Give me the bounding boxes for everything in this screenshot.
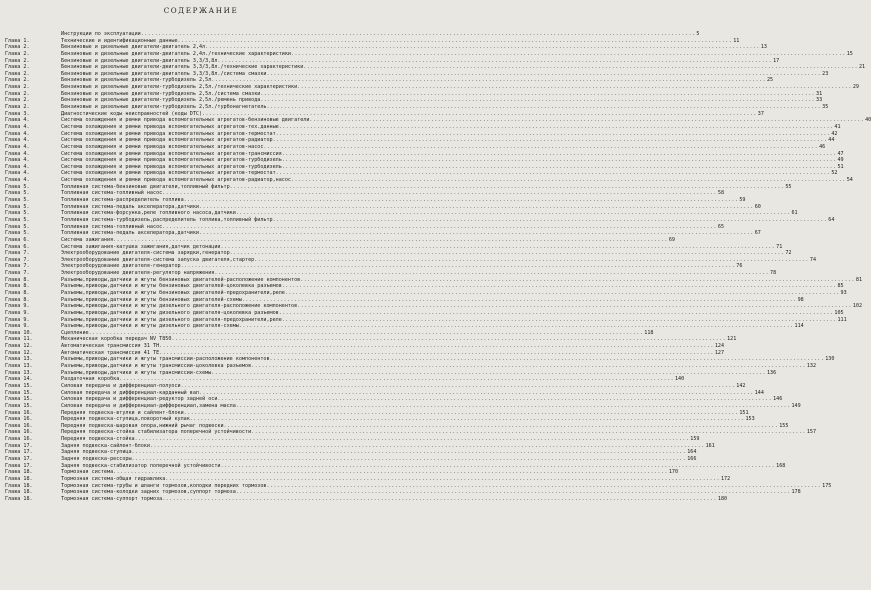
toc-entry <box>5 57 780 65</box>
toc-entry <box>5 316 847 324</box>
toc-chapter-number: Глава 5. <box>5 230 30 237</box>
toc-chapter-number: Глава 18. <box>5 489 33 496</box>
toc-entry-title: Тормозная система-суппорт тормоза <box>61 495 163 502</box>
toc-entry <box>5 475 731 483</box>
toc-page-number: 121 <box>727 336 737 343</box>
toc-entry <box>5 349 725 357</box>
toc-chapter-number: Глава 15. <box>5 402 33 409</box>
toc-page-number: 49 <box>837 157 844 164</box>
toc-page-number: 172 <box>720 475 731 482</box>
toc-chapter-number: Глава 9. <box>5 309 30 316</box>
toc-entry <box>5 376 685 383</box>
toc-chapter-number: Глава 17. <box>5 442 33 449</box>
toc-entry <box>5 190 725 197</box>
toc-entry-title: Бензиновые и дизельные двигатели-турбодизель 2,5л./турбонагнетатель <box>61 104 267 111</box>
toc-entry <box>5 203 761 211</box>
toc-dot-leader <box>162 496 717 503</box>
toc-entry-title: Система охлаждения и ремни привода вспомогательных агрегатов-трансмиссия <box>61 150 282 157</box>
toc-entry-title: Передняя подвеска-стойка <box>61 436 135 443</box>
toc-chapter-number: Глава 15. <box>5 396 33 403</box>
toc-entry-title: Система охлаждения и ремни привода вспомогательных агрегатов-термостат <box>61 170 276 177</box>
toc-entry-title: Разъемы,приводы,датчики и жгуты дизельного двигателя-схемы <box>61 323 239 330</box>
toc-entry-title: Система зажигания <box>61 236 114 243</box>
toc-page-number: 5 <box>696 31 700 37</box>
toc-page-number: 33 <box>816 97 823 104</box>
toc-entry <box>5 462 786 470</box>
toc-entry-title: Передняя подвеска-ступица,поворотный кулак <box>61 416 190 423</box>
toc-entry <box>5 230 761 237</box>
toc-entry-title: Разъемы,приводы,датчики и жгуты бензиновых двигателей-цоколевка разъемов <box>61 283 282 290</box>
toc-chapter-number: Глава 16. <box>5 422 33 429</box>
toc-entry <box>5 389 764 397</box>
toc-page-number: 132 <box>806 363 817 370</box>
toc-entry-title: Система охлаждения и ремни привода вспомогательных агрегатов-бензиновые двигатели <box>61 117 310 124</box>
toc-entry-title: Задняя подвеска-сайлент-блоки <box>61 442 150 449</box>
toc-page-number: 69 <box>668 236 675 243</box>
toc-entry-title: Электрооборудование двигателя-система зарядки,генератор <box>61 250 230 257</box>
toc-chapter-number: Глава 8. <box>5 296 30 303</box>
toc-chapter-number: Глава 13. <box>5 369 33 376</box>
toc-entry <box>5 236 675 244</box>
toc-chapter-number: Глава 6. <box>5 236 30 243</box>
toc-chapter-number: Глава 16. <box>5 436 33 443</box>
toc-page-number: 149 <box>791 402 801 409</box>
toc-page-number: 64 <box>828 216 835 223</box>
toc-chapter-number: Глава 2. <box>5 44 30 51</box>
toc-entry-title: Задняя подвеска-ступица <box>61 449 132 456</box>
toc-entry <box>5 495 728 503</box>
toc-entry-title: Разъемы,приводы,датчики и жгуты дизельного двигателя-предохранители,реле <box>61 316 282 323</box>
toc-entry <box>5 64 866 71</box>
toc-page-number: 114 <box>794 323 804 330</box>
toc-entry-title: Топливная система-бензиновые двигатели,топливный фильтр <box>61 183 230 190</box>
toc-entry <box>5 489 801 496</box>
toc-entry <box>5 137 835 144</box>
toc-entry-title: Система охлаждения и ремни привода вспомогательных агрегатов-насос <box>61 143 264 150</box>
toc-page-number: 51 <box>837 163 844 170</box>
toc-entry <box>5 402 801 410</box>
toc-chapter-number: Глава 2. <box>5 77 30 84</box>
toc-chapter-number: Глава 17. <box>5 449 33 456</box>
toc-chapter-number: Глава 2. <box>5 70 30 77</box>
toc-chapter-number: Глава 2. <box>5 104 30 111</box>
toc-page-number: 98 <box>797 296 804 303</box>
toc-entry-title: Диагностические коды неисправностей (коды DTC) <box>61 110 203 117</box>
toc-entry <box>5 50 853 58</box>
toc-entry-title: Бензиновые и дизельные двигатели-турбодизель 2,5л <box>61 77 212 84</box>
toc-page-number: 29 <box>852 84 859 91</box>
toc-page-number: 153 <box>745 416 755 423</box>
toc-entry-title: Бензиновые и дизельные двигатели-двигатель 3,3/3,8л./технические характеристики <box>61 64 304 71</box>
toc-chapter-number: Глава 8. <box>5 276 30 283</box>
toc-entry-title: Разъемы,приводы,датчики и жгуты бензиновых двигателей-схемы <box>61 296 242 303</box>
toc-chapter-number: Глава 4. <box>5 137 30 144</box>
toc-chapter-number: Глава 2. <box>5 64 30 71</box>
toc-chapter-number: Глава 18. <box>5 469 33 476</box>
toc-entry <box>5 436 700 443</box>
toc-entry-title: Разъемы,приводы,датчики и жгуты трансмиссии-цоколевка разъемов <box>61 363 252 370</box>
toc-entry <box>5 309 844 317</box>
toc-entry <box>5 409 749 417</box>
toc-entry <box>5 210 798 217</box>
toc-entry <box>5 157 844 164</box>
toc-chapter-number: Глава 5. <box>5 183 30 190</box>
toc-entry <box>5 442 715 450</box>
toc-chapter-number: Глава 15. <box>5 382 33 389</box>
toc-page-number: 127 <box>714 349 725 356</box>
toc-entry-title: Топливная система-форсунка,реле топливного насоса,датчики <box>61 210 236 217</box>
toc-page-number: 74 <box>809 256 817 263</box>
toc-entry <box>5 456 697 463</box>
toc-entry-title: Тормозная система-трубы и шланги тормозов,колодки передних тормозов <box>61 482 267 489</box>
toc-chapter-number: Глава 9. <box>5 323 30 330</box>
toc-entry-title: Топливная система-топливный насос <box>61 190 163 197</box>
toc-page-number: 71 <box>776 243 783 250</box>
toc-chapter-number: Глава 13. <box>5 356 33 363</box>
toc-page-number: 21 <box>858 64 866 71</box>
toc-entry <box>5 382 746 390</box>
toc-page-number: 170 <box>668 469 679 476</box>
toc-chapter-number: Глава 2. <box>5 84 30 91</box>
toc-chapter-number: Глава 5. <box>5 210 30 217</box>
toc-page-number: 161 <box>705 442 715 449</box>
toc-entry-title: Система охлаждения и ремни привода вспомогательных агрегатов-турбодизель <box>61 157 282 164</box>
toc-page-number: 168 <box>776 462 786 469</box>
toc-page-number: 76 <box>736 263 743 270</box>
toc-entry-title: Тормозная система <box>61 469 114 476</box>
toc-chapter-number: Глава 5. <box>5 203 30 210</box>
toc-entry-title: Передняя подвеска-стойка стабилизатора поперечной устойчивости <box>61 429 252 436</box>
toc-entry-title: Разъемы,приводы,датчики и жгуты дизельного двигателя-расположение компонентов <box>61 303 298 310</box>
toc-entry-title: Тормозная система-колодки задних тормозов,суппорт тормоза <box>61 489 236 496</box>
toc-page-number: 81 <box>855 276 863 283</box>
toc-page-number: 25 <box>766 77 774 84</box>
toc-chapter-number: Глава 7. <box>5 250 30 257</box>
toc-entry-title: Разъемы,приводы,датчики и жгуты трансмиссии-расположение компонентов <box>61 356 270 363</box>
toc-entry-title: Бензиновые и дизельные двигатели-турбодизель 2,5л./ремень привода <box>61 97 261 104</box>
toc-page-number: 23 <box>822 70 829 77</box>
toc-entry <box>5 303 863 310</box>
toc-entry-title: Электрооборудование двигателя-система запуска двигателя,стартер <box>61 256 255 263</box>
toc-chapter-number: Глава 5. <box>5 223 30 230</box>
toc-chapter-number: Глава 12. <box>5 349 33 356</box>
toc-entry <box>5 270 777 277</box>
toc-chapter-number: Глава 4. <box>5 143 30 150</box>
toc-page-number: 111 <box>837 316 847 323</box>
toc-entry-title: Система охлаждения и ремни привода вспомогательных агрегатов-турбодизель <box>61 163 282 170</box>
table-of-contents <box>5 31 871 502</box>
toc-page-number: 42 <box>831 130 838 137</box>
toc-chapter-number: Глава 9. <box>5 303 30 310</box>
toc-entry-title: Разъемы,приводы,датчики и жгуты дизельного двигателя-цоколевка разъемов <box>61 309 279 316</box>
toc-page-number: 151 <box>739 409 749 416</box>
toc-entry-title: Тормозная система-общая гидравлика <box>61 475 166 482</box>
toc-entry-title: Система охлаждения и ремни привода вспомогательных агрегатов-термостат <box>61 130 276 137</box>
toc-chapter-number: Глава 6. <box>5 243 30 250</box>
toc-page-number: 178 <box>791 489 801 496</box>
toc-entry-title: Электрооборудование двигателя-генератор <box>61 263 181 270</box>
toc-chapter-number: Глава 9. <box>5 316 30 323</box>
toc-entry <box>5 183 792 191</box>
toc-page-number: 93 <box>840 289 847 296</box>
toc-entry <box>5 170 838 177</box>
toc-page-number: 136 <box>766 369 777 376</box>
toc-chapter-number: Глава 4. <box>5 170 30 177</box>
toc-entry-title: Задняя подвеска-стабилизатор поперечной устойчивости <box>61 462 221 469</box>
toc-entry <box>5 336 737 343</box>
toc-entry-title: Бензиновые и дизельные двигатели-турбодизель 2,5л./технические характеристики <box>61 84 298 91</box>
toc-chapter-number: Глава 17. <box>5 456 33 462</box>
toc-entry-title: Электрооборудование двигателя-регулятор напряжения <box>61 270 215 277</box>
toc-entry <box>5 396 783 403</box>
toc-entry-title: Силовая передача и дифференциал-карданный вал <box>61 389 200 396</box>
toc-entry <box>5 104 829 111</box>
toc-page-number: 11 <box>733 37 740 44</box>
toc-chapter-number: Глава 4. <box>5 177 30 184</box>
toc-page-number: 46 <box>819 143 826 150</box>
toc-page-number: 15 <box>846 50 853 57</box>
toc-chapter-number: Глава 5. <box>5 216 30 223</box>
toc-page-number: 41 <box>834 123 841 130</box>
toc-page-number: 52 <box>831 170 838 177</box>
toc-chapter-number: Глава 5. <box>5 197 30 204</box>
toc-entry <box>5 223 725 231</box>
toc-entry <box>5 416 755 423</box>
toc-entry <box>5 343 725 350</box>
toc-chapter-number: Глава 2. <box>5 97 30 104</box>
toc-chapter-number: Глава 16. <box>5 416 33 423</box>
toc-chapter-number: Глава 4. <box>5 130 30 137</box>
toc-entry <box>5 31 700 38</box>
toc-entry-title: Топливная система-педаль акселератора,датчики <box>61 203 200 210</box>
toc-entry-title: Сцепление <box>61 329 89 336</box>
toc-entry <box>5 44 767 51</box>
toc-chapter-number: Глава 4. <box>5 123 30 130</box>
toc-page-number: 65 <box>717 223 725 230</box>
toc-chapter-number: Глава 3. <box>5 110 30 117</box>
toc-entry <box>5 363 817 370</box>
toc-entry-title: Топливная система-распределитель топлива <box>61 197 184 204</box>
toc-page-number: 146 <box>773 396 783 403</box>
toc-entry <box>5 469 679 476</box>
toc-entry-title: Бензиновые и дизельные двигатели-двигатель 2,4л./технические характеристики <box>61 50 292 57</box>
toc-entry-title: Топливная система-турбодизель,распределитель топлива,топливный фильтр <box>61 216 273 223</box>
toc-chapter-number: Глава 5. <box>5 190 30 197</box>
toc-chapter-number: Глава 4. <box>5 157 30 164</box>
toc-page-number: 67 <box>754 230 761 237</box>
toc-chapter-number: Глава 13. <box>5 363 33 370</box>
toc-entry-title: Система охлаждения и ремни привода вспомогательных агрегатов-тех.данные <box>61 123 279 130</box>
toc-entry-title: Силовая передача и дифференциал-редуктор задней оси <box>61 396 218 403</box>
toc-entry-title: Передняя подвеска-шаровая опора,нижний рычаг подвески <box>61 422 224 429</box>
toc-page-number: 140 <box>674 376 685 383</box>
toc-entry-title: Система охлаждения и ремни привода вспомогательных агрегатов-радиатор,насос <box>61 177 292 184</box>
toc-page-number: 44 <box>828 137 835 144</box>
toc-entry-title: Автоматическая трансмиссия 31 TH <box>61 343 160 350</box>
toc-entry-title: Топливная система-топливный насос <box>61 223 163 230</box>
toc-page-number: 105 <box>834 309 844 316</box>
toc-page-number: 85 <box>837 283 844 290</box>
toc-entry-title: Топливная система-педаль акселератора,датчики <box>61 230 200 237</box>
toc-entry <box>5 163 844 171</box>
toc-entry <box>5 216 835 224</box>
toc-entry <box>5 429 817 436</box>
toc-entry-title: Бензиновые и дизельные двигатели-турбодизель 2,5л./система смазки <box>61 90 261 97</box>
toc-chapter-number: Глава 18. <box>5 475 33 482</box>
toc-page-number: 180 <box>717 495 728 502</box>
toc-entry <box>5 84 859 91</box>
toc-entry <box>5 130 838 138</box>
toc-page-number: 175 <box>822 482 832 489</box>
toc-entry <box>5 177 853 184</box>
toc-entry-title: Разъемы,приводы,датчики и жгуты бензиновых двигателей-предохранители,реле <box>61 289 285 296</box>
toc-entry <box>5 283 844 290</box>
toc-entry-title: Передняя подвеска-втулки и сайлент-блоки <box>61 409 184 416</box>
toc-chapter-number: Глава 12. <box>5 343 33 350</box>
toc-page-number: 59 <box>739 197 746 204</box>
toc-chapter-number: Глава 2. <box>5 57 30 64</box>
toc-page-number: 157 <box>806 429 817 436</box>
toc-page-number: 155 <box>779 422 789 429</box>
toc-page-number: 40 <box>865 117 871 124</box>
toc-page-number: 17 <box>773 57 780 64</box>
toc-chapter-number: Глава 11. <box>5 336 33 343</box>
toc-chapter-number: Глава 17. <box>5 462 33 469</box>
toc-entry-title: Силовая передача и дифференциал-дифференциал,замена масла <box>61 402 236 409</box>
toc-entry <box>5 449 697 456</box>
toc-chapter-number: Глава 8. <box>5 283 30 290</box>
toc-entry <box>5 289 847 297</box>
toc-entry <box>5 250 792 257</box>
toc-entry <box>5 323 804 330</box>
toc-entry-title: Силовая передача и дифференциал-полуоси <box>61 382 181 389</box>
toc-page-number: 72 <box>785 250 792 257</box>
toc-entry-title: Система зажигания-катушка зажигания,датчик детонации <box>61 243 221 250</box>
toc-page-number: 164 <box>687 449 697 456</box>
toc-page-number: 102 <box>852 303 863 310</box>
toc-entry <box>5 197 746 204</box>
toc-page-number: 55 <box>785 183 792 190</box>
toc-entry <box>5 296 804 304</box>
toc-chapter-number: Глава 18. <box>5 495 33 502</box>
toc-entry <box>5 123 841 131</box>
toc-page-number: 124 <box>714 343 725 350</box>
toc-entry-title: Бензиновые и дизельные двигатели-двигатель 3,3/3,8л <box>61 57 218 64</box>
toc-entry-title: Технические и идентификационные данные <box>61 37 178 44</box>
toc-entry-title: Система охлаждения и ремни привода вспомогательных агрегатов-радиатор <box>61 137 273 144</box>
toc-entry <box>5 482 832 490</box>
toc-chapter-number: Глава 10. <box>5 329 33 336</box>
toc-page-number: 130 <box>825 356 835 363</box>
toc-chapter-number: Глава 4. <box>5 150 30 157</box>
toc-entry-title: Разъемы,приводы,датчики и жгуты трансмиссии-схемы <box>61 369 212 376</box>
toc-page-number: 166 <box>687 456 697 462</box>
toc-chapter-number: Глава 15. <box>5 389 33 396</box>
toc-page-number: 54 <box>846 177 853 184</box>
toc-chapter-number: Глава 14. <box>5 376 33 383</box>
page-title: СОДЕРЖАНИЕ <box>163 6 239 15</box>
toc-page-number: 47 <box>837 150 844 157</box>
toc-page-number: 61 <box>791 210 798 217</box>
toc-entry-title: Задняя подвеска-рессоры <box>61 456 132 462</box>
toc-chapter-number: Глава 1. <box>5 37 30 44</box>
toc-entry-title: Бензиновые и дизельные двигатели-двигатель 2,4л <box>61 44 206 51</box>
toc-chapter-number: Глава 4. <box>5 163 30 170</box>
toc-chapter-number: Глава 16. <box>5 409 33 416</box>
toc-entry <box>5 117 871 124</box>
toc-page-number: 142 <box>736 382 746 389</box>
toc-entry-title: Механическая коробка передач NV T850 <box>61 336 172 343</box>
toc-chapter-number: Глава 16. <box>5 429 33 436</box>
toc-page-number: 58 <box>717 190 725 197</box>
toc-entry-title: Разъемы,приводы,датчики и жгуты бензиновых двигателей-расположение компонентов <box>61 276 301 283</box>
toc-page-number: 159 <box>690 436 700 443</box>
toc-chapter-number: Глава 8. <box>5 289 30 296</box>
toc-entry <box>5 37 740 45</box>
toc-entry-title: Автоматическая трансмиссия 41 TE <box>61 349 160 356</box>
toc-entry <box>5 356 835 363</box>
toc-page-number: 31 <box>816 90 823 97</box>
toc-page-number: 35 <box>822 104 829 111</box>
toc-page-number: 144 <box>754 389 764 396</box>
toc-page-number: 118 <box>644 329 654 336</box>
toc-page-number: 78 <box>770 270 777 277</box>
toc-chapter-number: Глава 7. <box>5 256 30 263</box>
toc-page-number: 60 <box>754 203 761 210</box>
toc-chapter-number: Глава 7. <box>5 263 30 270</box>
toc-chapter-number: Глава 4. <box>5 117 30 124</box>
toc-entry-title: Раздаточная коробка <box>61 376 120 383</box>
toc-page-number: 37 <box>757 110 764 117</box>
toc-entry <box>5 143 826 151</box>
toc-chapter-number: Глава 7. <box>5 270 30 277</box>
toc-chapter-number: Глава 18. <box>5 482 33 489</box>
toc-entry-title: Инструкции по эксплуатации <box>61 31 141 37</box>
toc-page-number: 13 <box>760 44 767 51</box>
toc-chapter-number: Глава 2. <box>5 90 30 97</box>
toc-entry-title: Бензиновые и дизельные двигатели-двигатель 3,3/3,8л./система смазки <box>61 70 267 77</box>
toc-chapter-number: Глава 2. <box>5 50 30 57</box>
